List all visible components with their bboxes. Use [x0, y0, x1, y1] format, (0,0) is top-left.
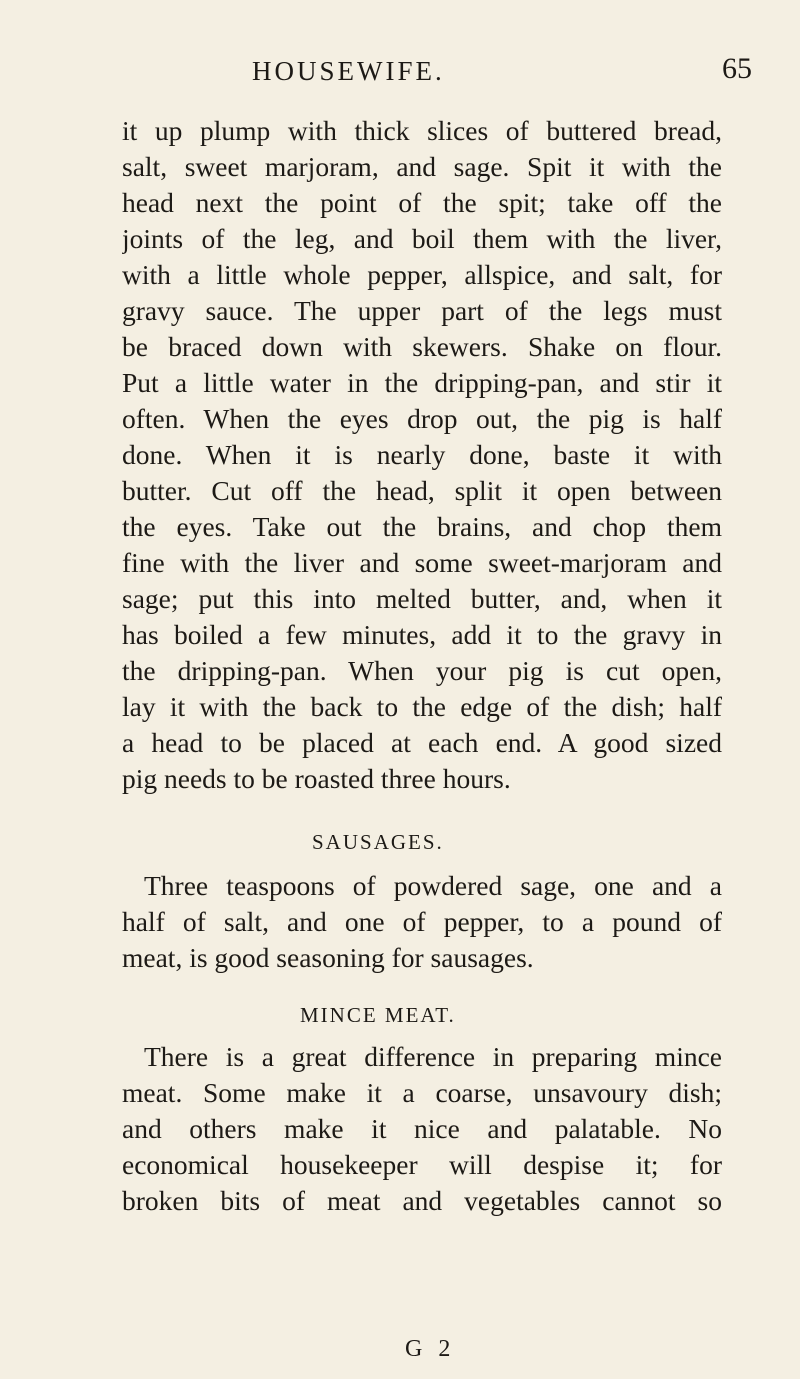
running-head-title: HOUSEWIFE.	[252, 56, 445, 86]
text-line: broken bits of meat and vegetables cannot so	[122, 1185, 722, 1216]
text-line: head next the point of the spit; take off the	[122, 187, 722, 218]
page-number: 65	[722, 52, 752, 85]
running-head	[252, 52, 752, 96]
text-line: a head to be placed at each end. A good sized	[122, 727, 722, 758]
text-line: Put a little water in the dripping-pan, and stir it	[122, 367, 722, 398]
text-line: the dripping-pan. When your pig is cut open,	[122, 655, 722, 686]
paragraph-roast-pig	[122, 113, 722, 797]
text-line: has boiled a few minutes, add it to the gravy in	[122, 619, 722, 650]
text-line: meat. Some make it a coarse, unsavoury dish;	[122, 1077, 722, 1108]
section-heading-mince-meat: MINCE MEAT.	[300, 1003, 456, 1027]
text-line: butter. Cut off the head, split it open between	[122, 475, 722, 506]
paragraph-sausages	[122, 868, 722, 976]
section-heading-sausages: SAUSAGES.	[312, 830, 444, 854]
text-line: and others make it nice and palatable. No	[122, 1113, 722, 1144]
text-line: sage; put this into melted butter, and, when it	[122, 583, 722, 614]
text-line: gravy sauce. The upper part of the legs must	[122, 295, 722, 326]
text-line: the eyes. Take out the brains, and chop them	[122, 511, 722, 542]
text-line: often. When the eyes drop out, the pig is half	[122, 403, 722, 434]
text-line: pig needs to be roasted three hours.	[122, 763, 511, 794]
text-line: fine with the liver and some sweet-marjoram and	[122, 547, 722, 578]
printer-signature-mark: G 2	[405, 1336, 456, 1362]
text-line: lay it with the back to the edge of the dish; half	[122, 691, 722, 722]
text-line: economical housekeeper will despise it; for	[122, 1149, 722, 1180]
text-line: joints of the leg, and boil them with the liver,	[122, 223, 722, 254]
text-line: Three teaspoons of powdered sage, one and a	[144, 870, 722, 901]
text-line: be braced down with skewers. Shake on flour.	[122, 331, 722, 362]
text-line: half of salt, and one of pepper, to a pound of	[122, 906, 722, 937]
paragraph-mince-meat	[122, 1039, 722, 1219]
text-line: salt, sweet marjoram, and sage. Spit it with the	[122, 151, 722, 182]
text-line: meat, is good seasoning for sausages.	[122, 942, 534, 973]
text-line: it up plump with thick slices of buttered bread,	[122, 115, 722, 146]
text-line: There is a great difference in preparing mince	[144, 1041, 722, 1072]
text-line: with a little whole pepper, allspice, and salt, for	[122, 259, 722, 290]
text-line: done. When it is nearly done, baste it with	[122, 439, 722, 470]
